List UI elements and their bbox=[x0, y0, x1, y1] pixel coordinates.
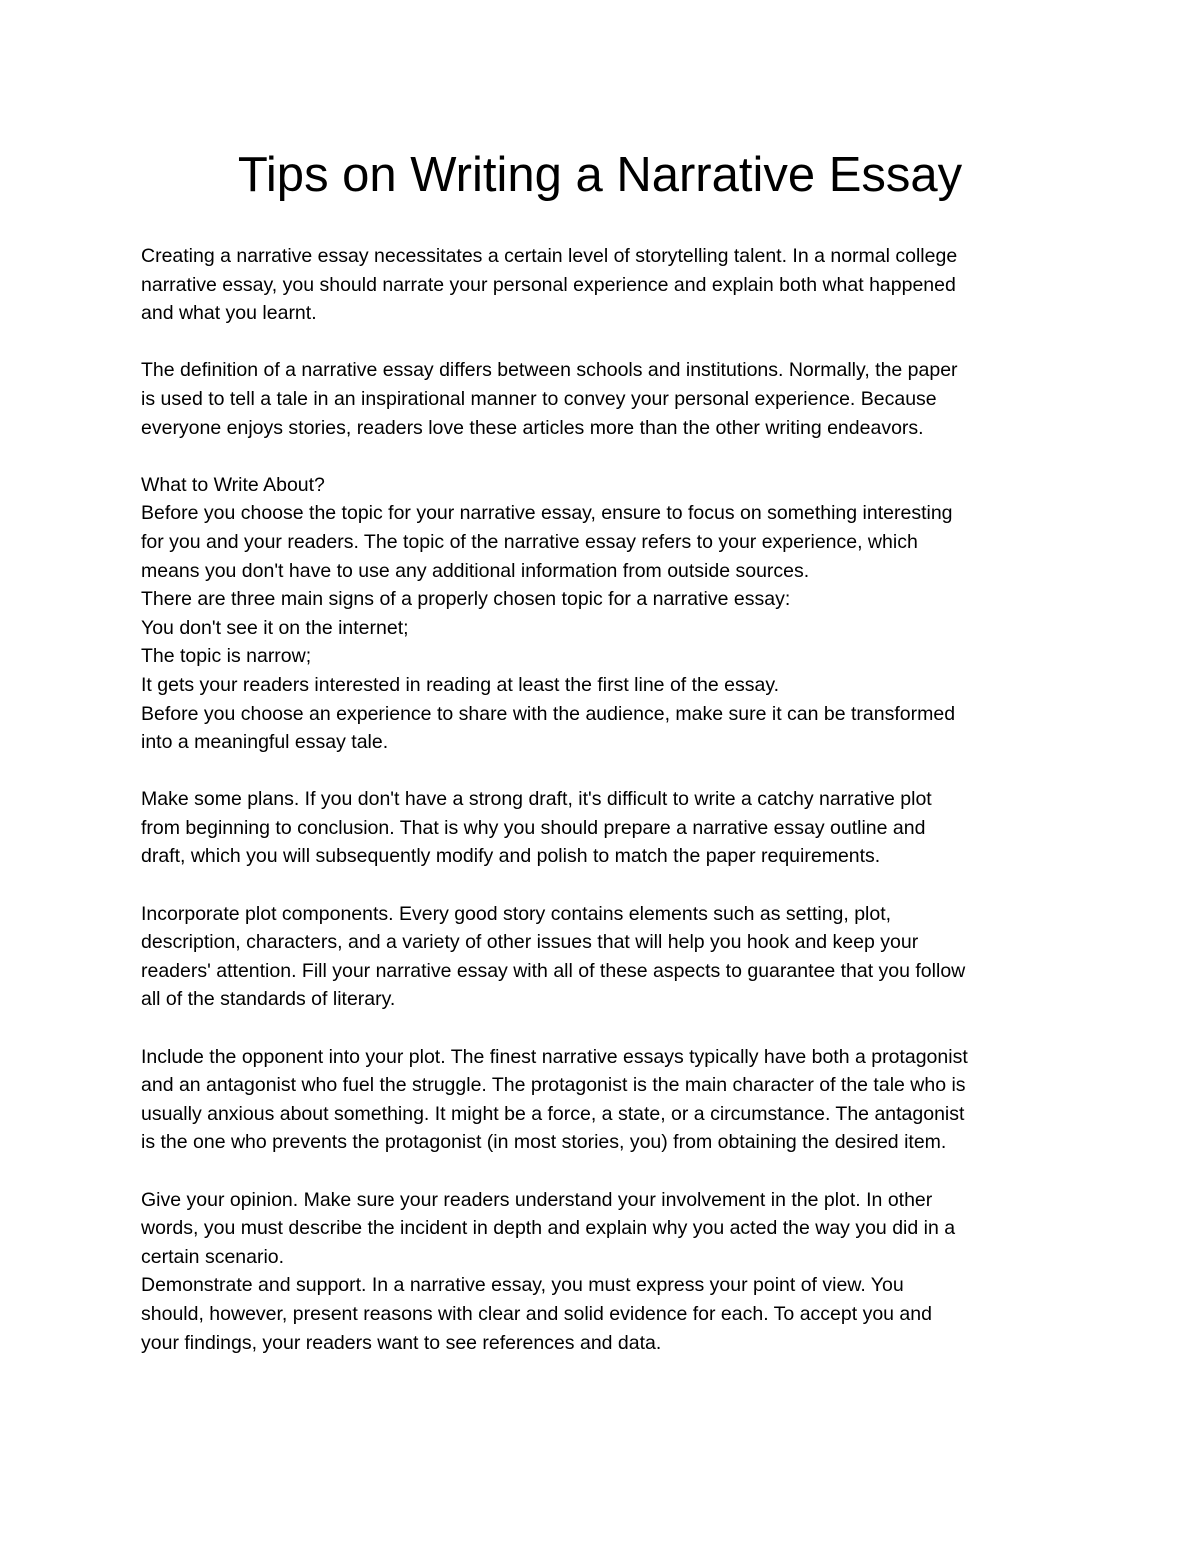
text-line: Before you choose an experience to share with the audience, make sure it can be transformed bbox=[141, 702, 956, 725]
text-line: The topic is narrow; bbox=[141, 645, 312, 668]
text-line: is used to tell a tale in an inspirational manner to convey your personal experience. Because bbox=[141, 387, 937, 410]
paragraph-gap bbox=[141, 442, 1076, 471]
text-line: certain scenario. bbox=[141, 1245, 285, 1268]
paragraph-gap bbox=[141, 757, 1076, 786]
text-line: everyone enjoys stories, readers love these articles more than the other writing endeavors. bbox=[141, 416, 924, 439]
text-line: readers' attention. Fill your narrative essay with all of these aspects to guarantee that you follow bbox=[141, 959, 966, 982]
text-line: for you and your readers. The topic of the narrative essay refers to your experience, which bbox=[141, 530, 918, 553]
text-line: Creating a narrative essay necessitates a certain level of storytelling talent. In a normal college bbox=[141, 245, 958, 267]
text-line: You don't see it on the internet; bbox=[141, 616, 409, 639]
text-line: from beginning to conclusion. That is why you should prepare a narrative essay outline and bbox=[141, 816, 926, 839]
text-line: your findings, your readers want to see references and data. bbox=[141, 1331, 662, 1354]
text-line: all of the standards of literary. bbox=[141, 988, 396, 1011]
text-line: draft, which you will subsequently modify and polish to match the paper requirements. bbox=[141, 845, 881, 868]
document-title: Tips on Writing a Narrative Essay bbox=[237, 148, 963, 202]
text-line: means you don't have to use any additional information from outside sources. bbox=[141, 559, 810, 582]
text-line: words, you must describe the incident in depth and explain why you acted the way you did in a bbox=[141, 1217, 956, 1240]
paragraph-gap bbox=[141, 1157, 1076, 1186]
paragraph bbox=[141, 356, 1076, 442]
document-body bbox=[141, 242, 1076, 1357]
text-line: It gets your readers interested in reading at least the first line of the essay. bbox=[141, 673, 780, 696]
text-line: and what you learnt. bbox=[141, 302, 317, 325]
paragraph-gap bbox=[141, 328, 1076, 357]
text-line: Demonstrate and support. In a narrative essay, you must express your point of view. You bbox=[141, 1274, 904, 1297]
text-line: into a meaningful essay tale. bbox=[141, 731, 389, 754]
paragraph bbox=[141, 900, 1076, 1014]
paragraph-gap bbox=[141, 1014, 1076, 1043]
text-line: Make some plans. If you don't have a strong draft, it's difficult to write a catchy narrative plot bbox=[141, 788, 932, 811]
text-line: description, characters, and a variety of other issues that will help you hook and keep your bbox=[141, 931, 919, 954]
text-line: should, however, present reasons with clear and solid evidence for each. To accept you and bbox=[141, 1302, 932, 1325]
paragraph-gap bbox=[141, 871, 1076, 900]
paragraph bbox=[141, 242, 1076, 328]
paragraph bbox=[141, 471, 1076, 757]
text-line: Include the opponent into your plot. The finest narrative essays typically have both a protagonist bbox=[141, 1045, 968, 1068]
text-line: usually anxious about something. It might be a force, a state, or a circumstance. The antagonist bbox=[141, 1102, 965, 1125]
text-line: There are three main signs of a properly chosen topic for a narrative essay: bbox=[141, 588, 791, 611]
text-line: Before you choose the topic for your narrative essay, ensure to focus on something interesting bbox=[141, 502, 953, 525]
paragraph bbox=[141, 1043, 1076, 1157]
text-line: and an antagonist who fuel the struggle. The protagonist is the main character of the tale who is bbox=[141, 1074, 966, 1097]
text-line: Incorporate plot components. Every good story contains elements such as setting, plot, bbox=[141, 902, 892, 925]
text-line: What to Write About? bbox=[141, 473, 325, 496]
paragraph bbox=[141, 1186, 1076, 1358]
text-line: The definition of a narrative essay differs between schools and institutions. Normally, the paper bbox=[141, 359, 958, 382]
text-line: narrative essay, you should narrate your personal experience and explain both what happened bbox=[141, 273, 956, 296]
text-line: Give your opinion. Make sure your readers understand your involvement in the plot. In other bbox=[141, 1188, 933, 1211]
paragraph bbox=[141, 785, 1076, 871]
text-line: is the one who prevents the protagonist (in most stories, you) from obtaining the desired item. bbox=[141, 1131, 947, 1154]
